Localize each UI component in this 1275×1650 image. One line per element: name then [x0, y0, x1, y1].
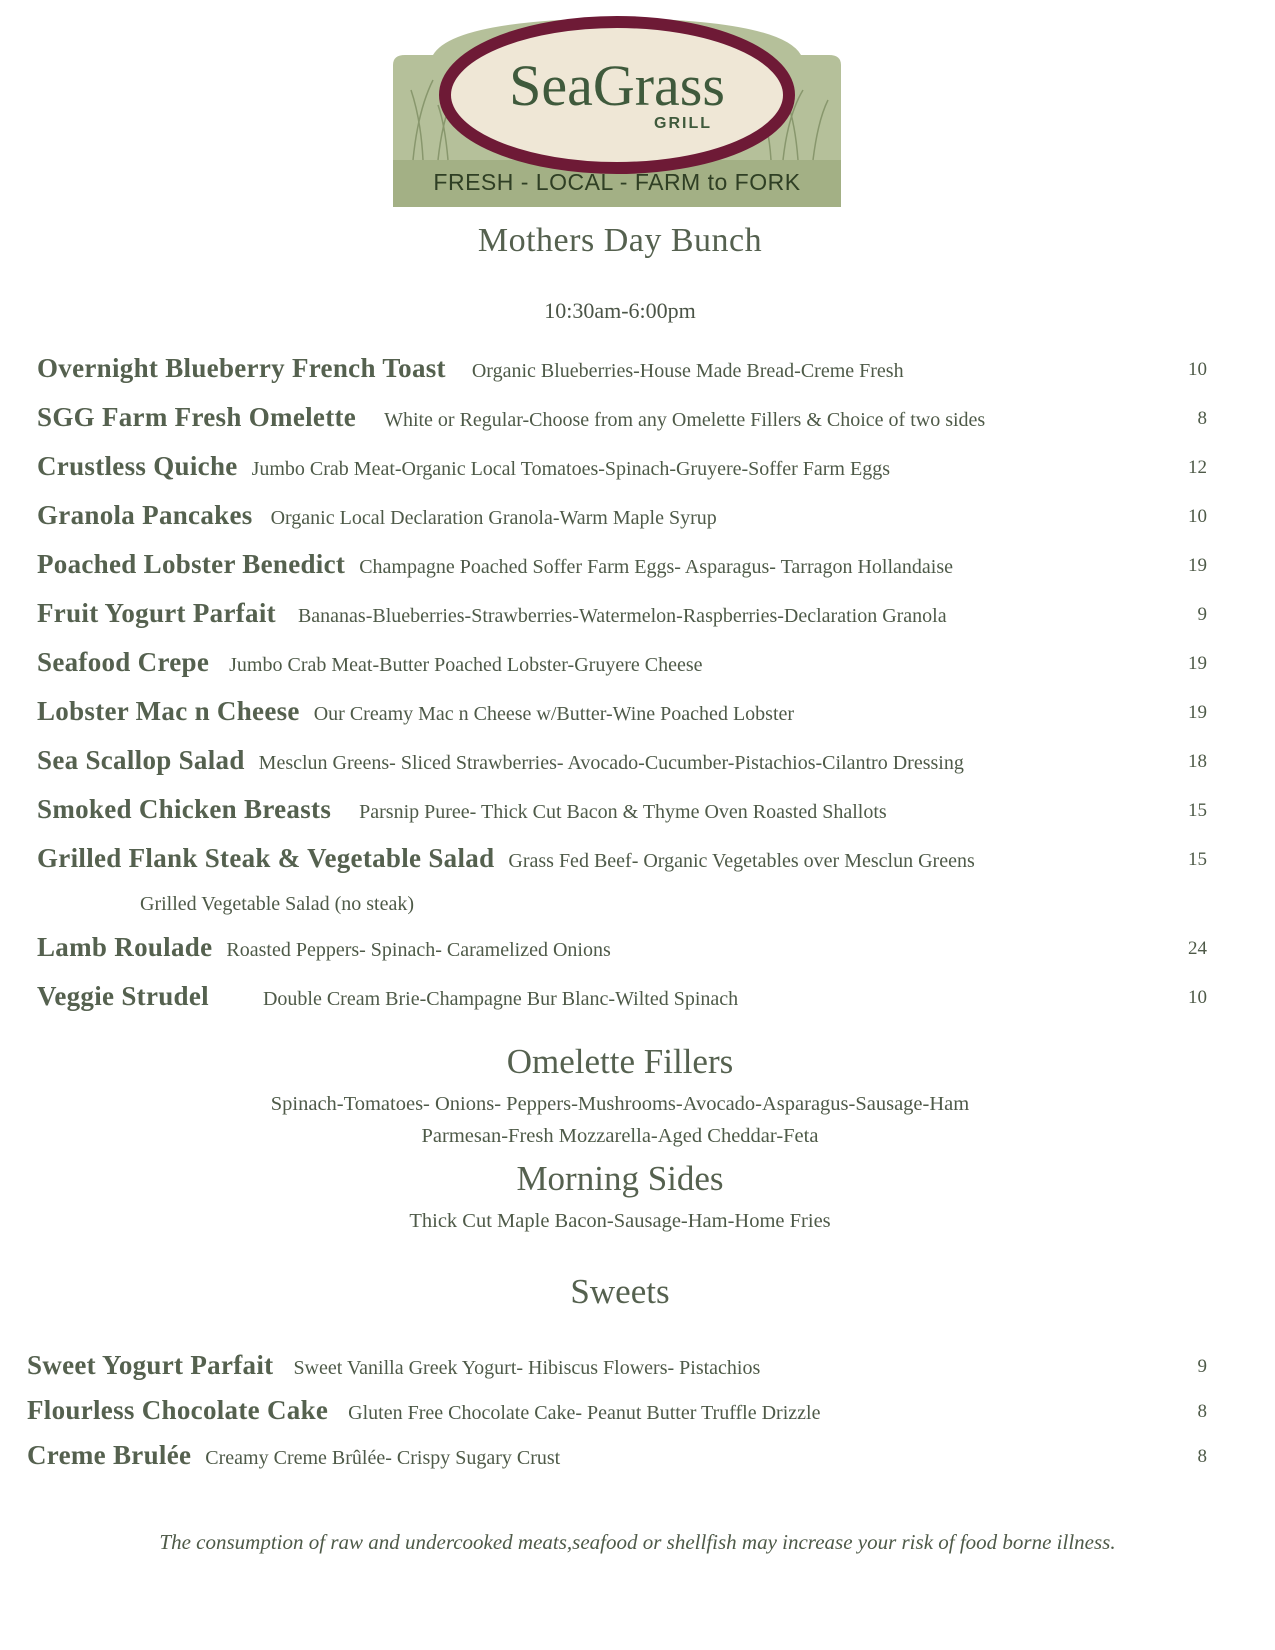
item-price: 12	[1188, 457, 1207, 478]
menu-item	[37, 981, 1207, 1021]
item-description: Parsnip Puree- Thick Cut Bacon & Thyme Oven Roasted Shallots	[359, 801, 887, 823]
item-name: Smoked Chicken Breasts	[37, 794, 332, 824]
sweets-heading: Sweets	[570, 1272, 670, 1311]
logo-tagline: FRESH - LOCAL - FARM to FORK	[433, 169, 801, 195]
omelette-fillers-line: Parmesan-Fresh Mozzarella-Aged Cheddar-Feta	[421, 1125, 819, 1147]
item-price: 9	[1197, 1356, 1207, 1377]
item-name: Seafood Crepe	[37, 647, 210, 677]
item-name: SGG Farm Fresh Omelette	[37, 402, 357, 432]
item-price: 19	[1188, 653, 1207, 674]
menu-item	[37, 598, 1207, 638]
item-description: Organic Local Declaration Granola-Warm Maple Syrup	[270, 507, 717, 529]
item-description: Mesclun Greens- Sliced Strawberries- Avocado-Cucumber-Pistachios-Cilantro Dressing	[258, 752, 964, 774]
item-name: Sweet Yogurt Parfait	[27, 1350, 274, 1380]
menu-item	[37, 451, 1207, 491]
item-description: Jumbo Crab Meat-Butter Poached Lobster-Gruyere Cheese	[229, 654, 703, 676]
item-name: Creme Brulée	[27, 1440, 192, 1470]
item-price: 18	[1188, 751, 1207, 772]
item-description: Roasted Peppers- Spinach- Caramelized Onions	[226, 939, 611, 961]
item-description: Sweet Vanilla Greek Yogurt- Hibiscus Flowers- Pistachios	[293, 1357, 761, 1379]
omelette-fillers-line: Spinach-Tomatoes- Onions- Peppers-Mushrooms-Avocado-Asparagus-Sausage-Ham	[270, 1093, 970, 1115]
item-price: 10	[1188, 506, 1207, 527]
item-name: Sea Scallop Salad	[37, 745, 245, 775]
item-price: 19	[1188, 702, 1207, 723]
item-price: 19	[1188, 555, 1207, 576]
item-price: 10	[1188, 987, 1207, 1008]
item-name: Veggie Strudel	[37, 981, 209, 1011]
item-price: 8	[1197, 1446, 1207, 1467]
item-name: Granola Pancakes	[37, 500, 253, 530]
item-price: 10	[1188, 359, 1207, 380]
menu-subitem: Grilled Vegetable Salad (no steak)	[140, 893, 414, 915]
menu-item	[37, 794, 1207, 834]
item-name: Lobster Mac n Cheese	[37, 696, 300, 726]
item-name: Flourless Chocolate Cake	[27, 1395, 329, 1425]
morning-sides-heading: Morning Sides	[516, 1159, 724, 1198]
menu-item	[37, 932, 1207, 972]
item-price: 8	[1197, 408, 1207, 429]
item-description: White or Regular-Choose from any Omelette Fillers & Choice of two sides	[384, 409, 986, 431]
item-description: Grass Fed Beef- Organic Vegetables over Mesclun Greens	[508, 850, 975, 872]
menu-item	[37, 843, 1207, 883]
item-price: 24	[1188, 938, 1207, 959]
menu-item	[37, 647, 1207, 687]
item-name: Fruit Yogurt Parfait	[37, 598, 276, 628]
item-name: Grilled Flank Steak & Vegetable Salad	[37, 843, 495, 873]
item-description: Our Creamy Mac n Cheese w/Butter-Wine Poached Lobster	[313, 703, 795, 725]
item-name: Lamb Roulade	[37, 932, 213, 962]
item-description: Double Cream Brie-Champagne Bur Blanc-Wilted Spinach	[262, 988, 739, 1010]
item-price: 15	[1188, 800, 1207, 821]
item-description: Organic Blueberries-House Made Bread-Creme Fresh	[471, 360, 904, 382]
menu-item	[37, 500, 1207, 540]
item-name: Overnight Blueberry French Toast	[37, 353, 446, 383]
item-price: 8	[1197, 1401, 1207, 1422]
page-title: Mothers Day Bunch	[477, 222, 763, 259]
item-description: Bananas-Blueberries-Strawberries-Watermelon-Raspberries-Declaration Granola	[297, 605, 947, 627]
menu-item	[37, 402, 1207, 442]
morning-sides-line: Thick Cut Maple Bacon-Sausage-Ham-Home Fries	[409, 1210, 831, 1232]
item-name: Crustless Quiche	[37, 451, 238, 481]
item-description: Jumbo Crab Meat-Organic Local Tomatoes-Spinach-Gruyere-Soffer Farm Eggs	[251, 458, 890, 480]
food-safety-disclaimer: The consumption of raw and undercooked meats,seafood or shellfish may increase your risk of food borne illness.	[159, 1530, 1116, 1554]
menu-item	[27, 1440, 1207, 1480]
item-description: Champagne Poached Soffer Farm Eggs- Asparagus- Tarragon Hollandaise	[359, 556, 954, 578]
item-price: 9	[1197, 604, 1207, 625]
logo-brand-name: SeaGrass	[509, 53, 725, 118]
menu-item	[37, 696, 1207, 736]
service-hours: 10:30am-6:00pm	[544, 298, 696, 323]
menu-item	[37, 745, 1207, 785]
menu-item	[37, 549, 1207, 589]
menu-item	[37, 353, 1207, 393]
item-name: Poached Lobster Benedict	[37, 549, 346, 579]
logo-brand-sub: GRILL	[654, 115, 712, 132]
item-price: 15	[1188, 849, 1207, 870]
menu-item	[27, 1350, 1207, 1390]
item-description: Gluten Free Chocolate Cake- Peanut Butter Truffle Drizzle	[348, 1402, 821, 1424]
item-description: Creamy Creme Brûlée- Crispy Sugary Crust	[205, 1447, 561, 1469]
menu-item	[27, 1395, 1207, 1435]
seagrass-grill-logo	[393, 10, 841, 207]
omelette-fillers-heading: Omelette Fillers	[506, 1042, 734, 1081]
